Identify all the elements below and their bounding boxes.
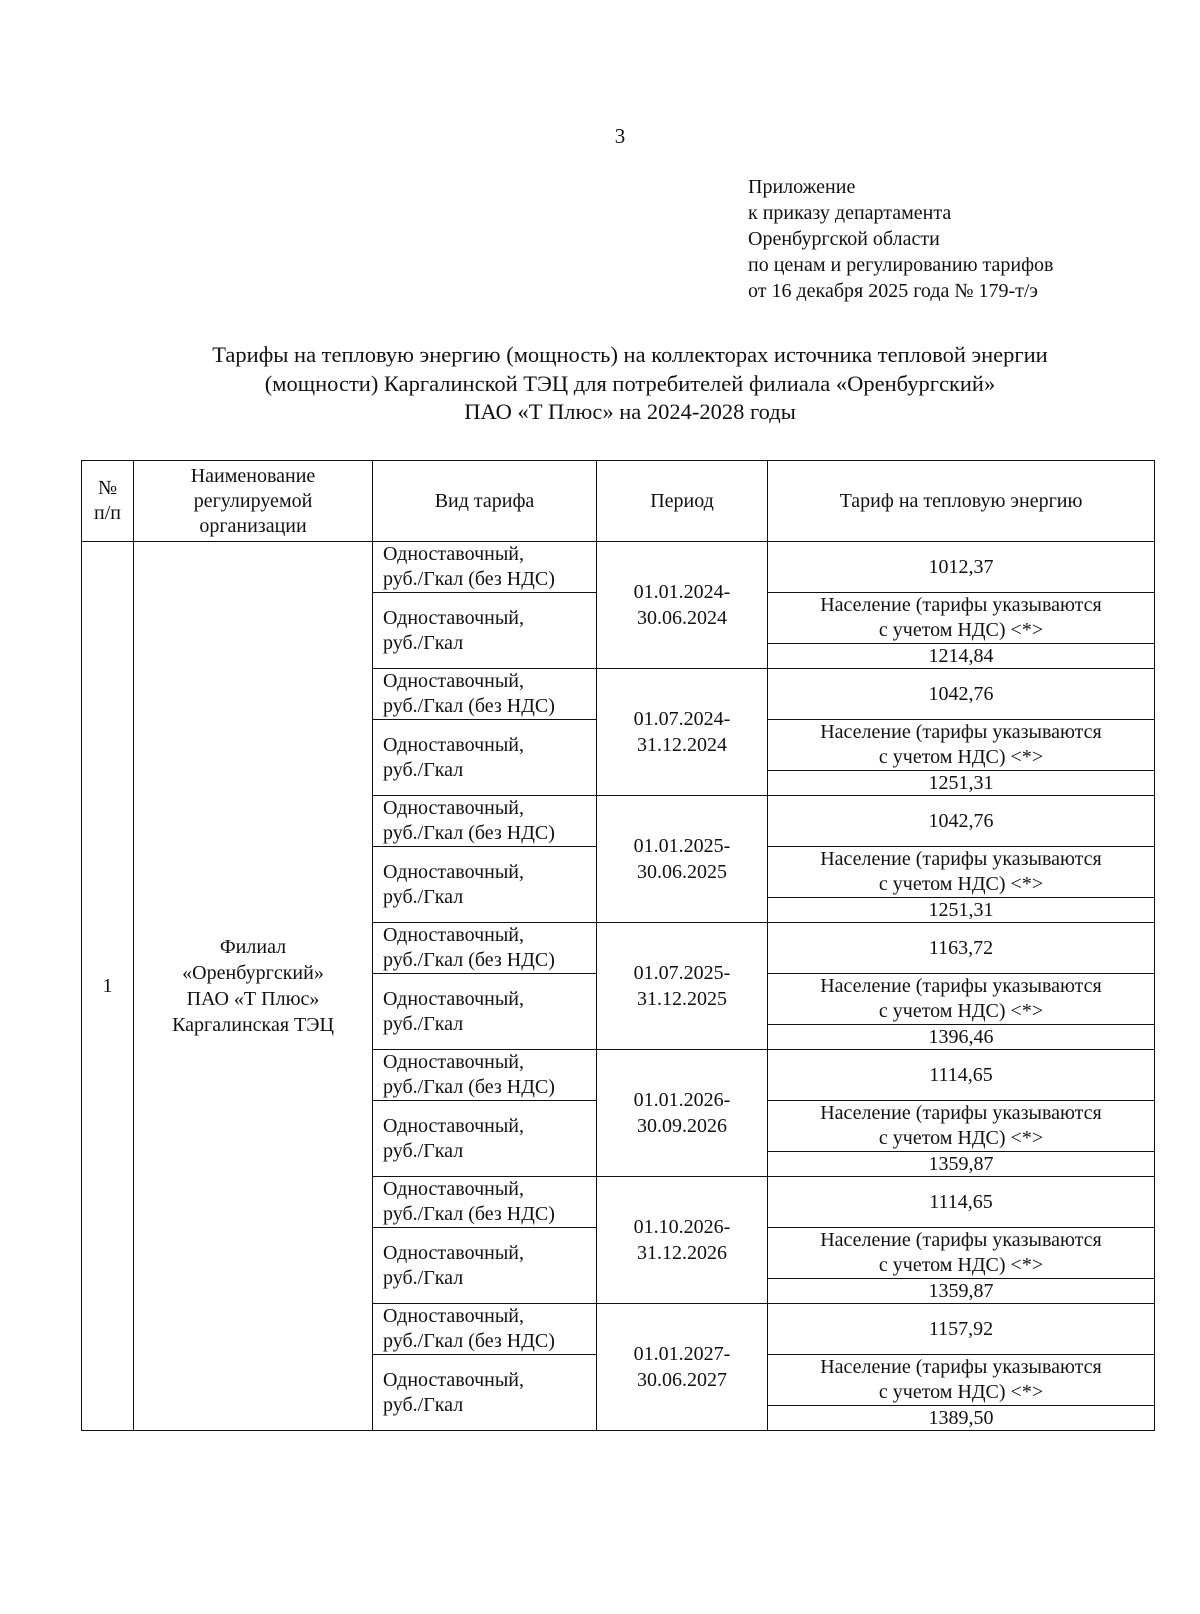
population-label-cell: Население (тарифы указываются с учетом НДС) <*> (768, 1355, 1155, 1406)
header-number: № п/п (82, 461, 134, 542)
period-cell: 01.01.2024- 30.06.2024 (597, 542, 768, 669)
population-label-cell: Население (тарифы указываются с учетом НДС) <*> (768, 1228, 1155, 1279)
table-row (82, 542, 1155, 593)
appendix-line: от 16 декабря 2025 года № 179-т/э (748, 280, 1038, 302)
tariff-value-no-vat-cell: 1163,72 (768, 923, 1155, 974)
tariff-value-no-vat-cell: 1042,76 (768, 669, 1155, 720)
tariff-value-no-vat-cell: 1114,65 (768, 1177, 1155, 1228)
header-tariff: Тариф на тепловую энергию (768, 461, 1155, 542)
table-header-row (82, 461, 1155, 542)
population-label-cell: Население (тарифы указываются с учетом НДС) <*> (768, 1101, 1155, 1152)
tariff-type-vat-cell: Одноставочный, руб./Гкал (373, 720, 597, 796)
tariff-value-population-cell: 1251,31 (768, 771, 1155, 796)
tariff-table (81, 460, 1155, 1431)
tariff-value-no-vat-cell: 1042,76 (768, 796, 1155, 847)
population-label-cell: Население (тарифы указываются с учетом НДС) <*> (768, 847, 1155, 898)
tariff-value-population-cell: 1396,46 (768, 1025, 1155, 1050)
header-tariff-type: Вид тарифа (373, 461, 597, 542)
header-organization: Наименование регулируемой организации (134, 461, 373, 542)
tariff-type-no-vat-cell: Одноставочный, руб./Гкал (без НДС) (373, 923, 597, 974)
population-label-cell: Население (тарифы указываются с учетом НДС) <*> (768, 593, 1155, 644)
period-cell: 01.01.2025- 30.06.2025 (597, 796, 768, 923)
tariff-value-no-vat-cell: 1012,37 (768, 542, 1155, 593)
appendix-line: Приложение (748, 176, 856, 198)
page-number: 3 (614, 124, 626, 148)
tariff-type-no-vat-cell: Одноставочный, руб./Гкал (без НДС) (373, 796, 597, 847)
table-body (82, 542, 1155, 1431)
row-number-cell: 1 (82, 542, 134, 1431)
tariff-value-population-cell: 1389,50 (768, 1406, 1155, 1431)
tariff-type-no-vat-cell: Одноставочный, руб./Гкал (без НДС) (373, 1304, 597, 1355)
period-cell: 01.07.2025- 31.12.2025 (597, 923, 768, 1050)
appendix-line: к приказу департамента (748, 202, 952, 224)
period-cell: 01.01.2026- 30.09.2026 (597, 1050, 768, 1177)
period-cell: 01.10.2026- 31.12.2026 (597, 1177, 768, 1304)
tariff-type-vat-cell: Одноставочный, руб./Гкал (373, 1101, 597, 1177)
tariff-type-no-vat-cell: Одноставочный, руб./Гкал (без НДС) (373, 1050, 597, 1101)
tariff-type-vat-cell: Одноставочный, руб./Гкал (373, 1228, 597, 1304)
header-period: Период (597, 461, 768, 542)
tariff-value-population-cell: 1214,84 (768, 644, 1155, 669)
period-cell: 01.07.2024- 31.12.2024 (597, 669, 768, 796)
organization-cell: Филиал «Оренбургский» ПАО «Т Плюс» Каргалинская ТЭЦ (134, 542, 373, 1431)
document-title (60, 341, 1200, 427)
period-cell: 01.01.2027- 30.06.2027 (597, 1304, 768, 1431)
tariff-value-no-vat-cell: 1114,65 (768, 1050, 1155, 1101)
population-label-cell: Население (тарифы указываются с учетом НДС) <*> (768, 720, 1155, 771)
tariff-value-no-vat-cell: 1157,92 (768, 1304, 1155, 1355)
tariff-type-vat-cell: Одноставочный, руб./Гкал (373, 847, 597, 923)
appendix-line: Оренбургской области (748, 228, 940, 250)
tariff-type-vat-cell: Одноставочный, руб./Гкал (373, 974, 597, 1050)
tariff-value-population-cell: 1359,87 (768, 1152, 1155, 1177)
tariff-type-vat-cell: Одноставочный, руб./Гкал (373, 1355, 597, 1431)
tariff-type-no-vat-cell: Одноставочный, руб./Гкал (без НДС) (373, 542, 597, 593)
appendix-line: по ценам и регулированию тарифов (748, 254, 1054, 276)
tariff-type-no-vat-cell: Одноставочный, руб./Гкал (без НДС) (373, 669, 597, 720)
tariff-value-population-cell: 1359,87 (768, 1279, 1155, 1304)
population-label-cell: Население (тарифы указываются с учетом НДС) <*> (768, 974, 1155, 1025)
title-line: ПАО «Т Плюс» на 2024-2028 годы (464, 399, 796, 424)
title-line: (мощности) Каргалинской ТЭЦ для потребителей филиала «Оренбургский» (264, 370, 996, 396)
title-line: Тарифы на тепловую энергию (мощность) на коллекторах источника тепловой энергии (212, 342, 1048, 367)
appendix-block (748, 174, 1053, 304)
tariff-type-no-vat-cell: Одноставочный, руб./Гкал (без НДС) (373, 1177, 597, 1228)
tariff-type-vat-cell: Одноставочный, руб./Гкал (373, 593, 597, 669)
tariff-value-population-cell: 1251,31 (768, 898, 1155, 923)
